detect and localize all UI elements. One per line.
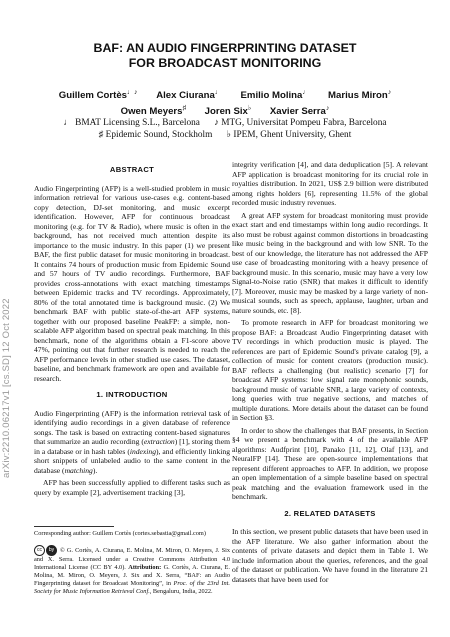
intro-paragraph-2: AFP has been successfully applied to different tasks such as query by example [2], advertisement tracking [3],	[34, 478, 230, 497]
affiliations-row-2	[40, 130, 410, 142]
authors-row-2	[40, 102, 410, 118]
affiliation: ♭ IPEM, Ghent University, Ghent	[226, 129, 352, 140]
author: Xavier Serra♪	[269, 105, 330, 118]
author: Emilio Molina♩	[240, 89, 310, 102]
left-column	[34, 158, 230, 500]
affiliation: ♩ BMAT Licensing S.L., Barcelona	[63, 118, 200, 129]
cc-by-license-icon	[34, 545, 57, 556]
right-paragraph-4: In order to show the challenges that BAF presents, in Section §4 we present a benchmark with 4 of the available AFP algorithms: Audfprint [10], Panako [11, 12], Olaf [13], and NeuralFP [14]. These are open-source implementations that represent different approaches to AFP. In addition, we propose an open implementation of a simple baseline based on spectral peak matching and the evaluation framework used in the benchmark.	[232, 425, 428, 501]
license-block: cc by © G. Cortès, A. Ciurana, E. Molina, M. Miron, O. Meyers, J. Six and X. Serra. Licensed under a Creative Commons Attribution 4.0 International License (CC BY 4.0). Attribution: G. Cortès, A. Ciurana, E. Molina, M. Miron, O. Meyers, J. Six and X. Serra, “BAF: an Audio Fingerprinting dataset for Broadcast Monitoring”, in Proc. of the 23rd Int. Society for Music Information Retrieval Conf., Bengaluru, India, 2022.	[34, 546, 231, 595]
right-paragraph-3: To promote research in AFP for broadcast monitoring we propose BAF: a Broadcast Audio Fingerprinting dataset with TV recordings in which production music is played. The references are part of Epidemic Sound's private catalog [9], a collection of music for content creators (production music). BAF reflects a challenging (but realistic) scenario [7] for broadcast AFP systems: low signal rate monophonic sounds, background music of variable SNR, a large variety of contexts, long queries with true negative sections, and matches of multiple durations. More details about the dataset can be found in Section §3.	[232, 318, 428, 422]
right-paragraph-5: In this section, we present public datasets that have been used in the AFP literature. We also gather information about the contents of private datasets and depict them in Table 1. We include information about the queries, references, and the goal of the dataset or publication. We have found in the literature 21 datasets that have been used for	[232, 527, 428, 584]
author: Alex Ciurana♩	[156, 89, 222, 102]
paper-title	[40, 41, 410, 71]
abstract-heading: ABSTRACT	[109, 165, 155, 174]
affiliation: ♪ MTG, Universitat Pompeu Fabra, Barcelona	[214, 118, 387, 129]
related-datasets-heading: 2. RELATED DATASETS	[284, 508, 376, 518]
by-icon: by	[46, 545, 57, 556]
author: Guillem Cortès♩♪	[58, 89, 138, 102]
abstract-text: Audio Fingerprinting (AFP) is a well-studied problem in music information retrieval for various use-cases e.g. content-based copy detection, DJ-set monitoring, and music excerpt identification. However, AFP for continuous broadcast monitoring (e.g. for TV & Radio), where music is often in the background, has not received much attention despite its importance to the music industry. In this paper (1) we present BAF, the first public dataset for music monitoring in broadcast. It contains 74 hours of production music from Epidemic Sound and 57 hours of TV audio recordings. Furthermore, BAF provides cross-annotations with exact matching timestamps between Epidemic tracks and TV recordings. Approximately, 80% of the total annotated time is background music. (2) We benchmark BAF with public state-of-the-art AFP systems, together with our proposed baseline PeakFP: a simple, non-scalable AFP algorithm based on spectral peak matching. In this benchmark, none of the algorithms obtain a F1-score above 47%, pointing out that further research is needed to reach the AFP performance levels in other studied use cases. The dataset, baseline, and benchmark framework are open and available for research.	[34, 183, 230, 383]
corresponding-author-footnote: Corresponding author: Guillem Cortès (cortes.sebastia@gmail.com)	[34, 530, 206, 537]
author: Owen Meyers♯	[120, 105, 186, 118]
right-paragraph-2: A great AFP system for broadcast monitoring must provide exact start and end timestamps within long audio recordings. It also must be robust against common distortions in broadcasting like music being in the background and with low SNR. To the best of our knowledge, the literature has not addressed the AFP use case of broadcasting monitoring with a heavy presence of background music. In this scenario, music may have a very low Signal-to-Noise ratio (SNR) that makes it difficult to identify [7]. Moreover, music may be masked by a large variety of non-musical sounds, such as speech, applause, laughter, urban and nature sounds, etc. [8].	[232, 210, 428, 315]
introduction-heading: 1. INTRODUCTION	[96, 390, 168, 399]
author: Joren Six♭	[204, 105, 252, 118]
affiliations-row-1	[40, 118, 410, 130]
title-line-2: FOR BROADCAST MONITORING	[128, 56, 322, 70]
affiliation: ♯ Epidemic Sound, Stockholm	[98, 129, 213, 140]
author: Marius Miron♪	[328, 89, 392, 102]
arxiv-sidebar	[1, 148, 15, 478]
title-line-1: BAF: AN AUDIO FINGERPRINTING DATASET	[93, 41, 357, 55]
footnote-rule	[34, 526, 114, 527]
cc-icon: cc	[34, 545, 45, 556]
right-column	[232, 160, 428, 587]
authors-row-1	[40, 86, 410, 102]
intro-paragraph-1: Audio Fingerprinting (AFP) is the information retrieval task of identifying audio recordings in a given database of reference songs. The task is based on extracting content-based signatures that summarize an audio recording (extraction) [1], storing them in a database or in hash tables (indexing), and efficiently linking short snippets of unlabeled audio to the same content in the database (matching).	[34, 408, 230, 475]
right-paragraph-1: integrity verification [4], and data deduplication [5]. A relevant AFP application is broadcast monitoring for its crucial role in royalties distribution. In 2021, US$ 2.9 billion were distributed among rights holders [6], representing 11.5% of the global recorded music industry revenues.	[232, 160, 428, 207]
arxiv-id: arXiv:2210.06217v1 [cs.SD] 12 Oct 2022	[1, 298, 12, 478]
author-block	[40, 86, 410, 141]
